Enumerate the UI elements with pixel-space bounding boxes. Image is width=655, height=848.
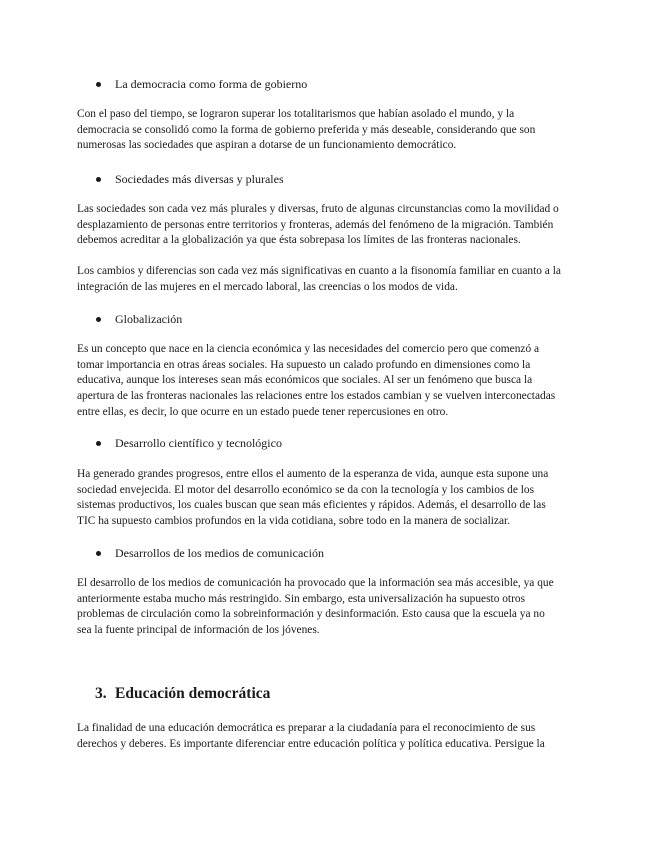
paragraph-line: Las sociedades son cada vez más plurales y diversas, fruto de algunas circunstancias como la movilidad o bbox=[77, 203, 559, 215]
paragraph-sociedades bbox=[77, 202, 577, 249]
paragraph-line: sistemas productivos, los cuales buscan que sean más eficientes y rápidos. Además, el desarrollo de las bbox=[77, 499, 546, 512]
bullet-democracia bbox=[96, 76, 307, 92]
bullet-text: Desarrollos de los medios de comunicación bbox=[115, 546, 324, 560]
paragraph-line: desplazamiento de personas entre territorios y fronteras, además del fenómeno de la migración. También bbox=[77, 218, 554, 231]
paragraph-line: educativa, aunque los intereses sean más económicos que sociales. Al ser un fenómeno que busca la bbox=[77, 374, 533, 387]
bullet-globalizacion bbox=[96, 311, 182, 327]
paragraph-globalizacion bbox=[77, 342, 577, 421]
paragraph-line: anteriormente estaba mucho más restringido. Sin embargo, esta universalización ha supuesto otros bbox=[77, 592, 526, 605]
paragraph-line: TIC ha supuesto cambios profundos en la vida cotidiana, sobre todo en la manera de socializar. bbox=[77, 515, 511, 528]
bullet-text: Desarrollo científico y tecnológico bbox=[115, 436, 282, 450]
paragraph-line: Es un concepto que nace en la ciencia económica y las necesidades del comercio pero que comenzó a bbox=[77, 343, 540, 355]
bullet-dot-icon bbox=[96, 551, 101, 556]
paragraph-desarrollo-cientifico bbox=[77, 467, 577, 530]
paragraph-line: Los cambios y diferencias son cada vez más significativas en cuanto a la fisonomía familiar en cuanto a la bbox=[77, 265, 561, 277]
paragraph-line: integración de las mujeres en el mercado laboral, las creencias o los modos de vida. bbox=[77, 280, 458, 293]
bullet-sociedades bbox=[96, 171, 284, 187]
paragraph-line: sociedad envejecida. El motor del desarrollo económico se da con la tecnología y los cambios de los bbox=[77, 483, 535, 496]
paragraph-line: democracia se consolidó como la forma de gobierno preferida y más deseable, considerando que son bbox=[77, 123, 536, 136]
paragraph-line: numerosas las sociedades que aspiran a dotarse de un funcionamiento democrático. bbox=[77, 139, 457, 152]
bullet-medios-comunicacion bbox=[96, 545, 324, 561]
paragraph-line: tomar importancia en otras áreas sociales. Ha supuesto un calado profundo en dimensiones como la bbox=[77, 358, 531, 371]
bullet-desarrollo-cientifico bbox=[96, 435, 282, 451]
paragraph-line: sea la fuente principal de información de los jóvenes. bbox=[77, 624, 320, 637]
section-number: 3. bbox=[95, 685, 107, 702]
bullet-text: La democracia como forma de gobierno bbox=[115, 77, 308, 91]
paragraph-medios-comunicacion bbox=[77, 576, 577, 639]
paragraph-line: entre ellas, es decir, lo que ocurre en un estado puede tener repercusiones en otro. bbox=[77, 405, 449, 418]
bullet-dot-icon bbox=[96, 177, 101, 182]
paragraph-line: El desarrollo de los medios de comunicación ha provocado que la información sea más accesible, ya que bbox=[77, 577, 554, 589]
paragraph-line: apertura de las fronteras nacionales las relaciones entre los estados cambian y se vuelven interconectadas bbox=[77, 390, 556, 403]
section-title: Educación democrática bbox=[115, 685, 271, 702]
paragraph-line: debemos acreditar a la globalización ya que ésta sobrepasa los límites de las fronteras nacionales. bbox=[77, 234, 521, 247]
bullet-dot-icon bbox=[96, 441, 101, 446]
paragraph-line: problemas de circulación como la sobreinformación y desinformación. Esto causa que la escuela ya no bbox=[77, 608, 545, 621]
bullet-text: Globalización bbox=[115, 312, 183, 326]
paragraph-line: Ha generado grandes progresos, entre ellos el aumento de la esperanza de vida, aunque esta supone una bbox=[77, 468, 549, 480]
paragraph-cambios bbox=[77, 264, 577, 295]
bullet-dot-icon bbox=[96, 82, 101, 87]
paragraph-line: La finalidad de una educación democrática es preparar a la ciudadanía para el reconocimiento de sus bbox=[77, 722, 536, 734]
bullet-text: Sociedades más diversas y plurales bbox=[115, 172, 284, 186]
paragraph-democracia bbox=[77, 107, 577, 154]
section-heading bbox=[95, 684, 270, 704]
paragraph-line: derechos y deberes. Es importante diferenciar entre educación política y política educativa. Persigue la bbox=[77, 737, 545, 750]
bullet-dot-icon bbox=[96, 317, 101, 322]
paragraph-line: Con el paso del tiempo, se lograron superar los totalitarismos que habían asolado el mundo, y la bbox=[77, 108, 515, 120]
paragraph-educacion bbox=[77, 721, 577, 752]
